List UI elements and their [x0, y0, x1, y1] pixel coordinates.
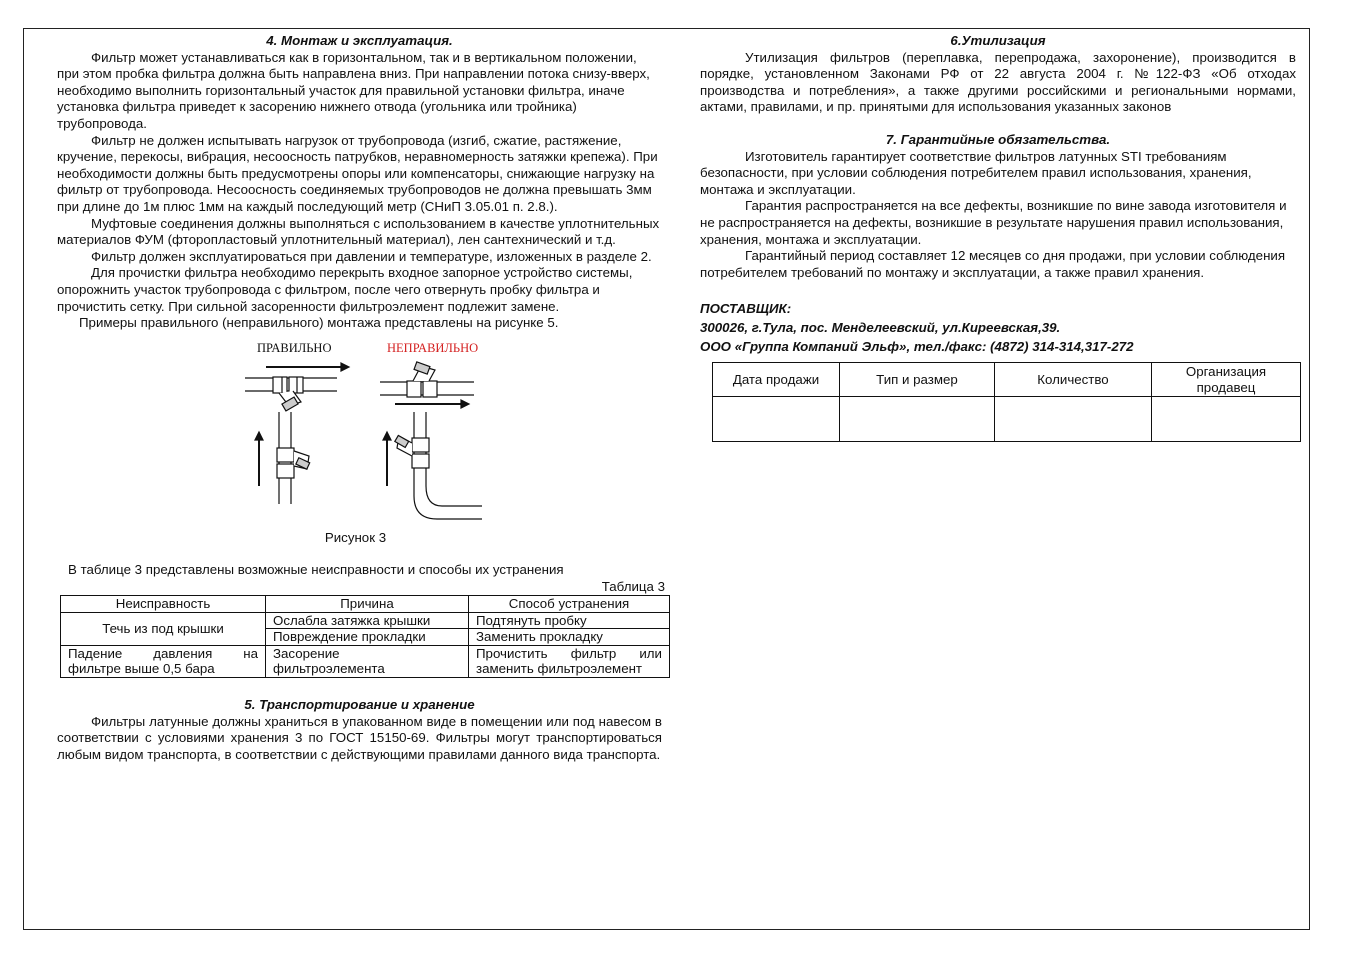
table-header: Способ устранения: [469, 596, 670, 613]
table-row: [61, 612, 670, 629]
section-7-heading: 7. Гарантийные обязательства.: [885, 131, 1111, 147]
s5-paragraph: Фильтры латунные должны храниться в упакованном виде в помещении или под навесом в соответствии с условиями хранения 3 по ГОСТ 15150-69. Фильтры могут транспортироваться любым видом транспорта, в соответствии с действующими правилами данного вида транспорта.: [57, 713, 662, 762]
table-cell[interactable]: [995, 397, 1152, 442]
section-4-heading: 4. Монтаж и эксплуатация.: [266, 33, 453, 48]
s7-paragraph-3: Гарантийный период составляет 12 месяцев со дня продажи, при условии соблюдения потребителем требований по монтажу и эксплуатации, а также правил хранения.: [700, 248, 1286, 280]
table-header: Неисправность: [61, 596, 266, 613]
table-cell: Течь из под крышки: [61, 612, 266, 645]
table3-intro: В таблице 3 представлены возможные неисправности и способы их устранения: [68, 562, 564, 578]
table-header: Причина: [266, 596, 469, 613]
section-6-heading: 6.Утилизация: [950, 33, 1046, 48]
table-row: [713, 397, 1301, 442]
s7-paragraph-2: Гарантия распространяется на все дефекты, возникшие по вине завода изготовителя и не распространяется на дефекты, возникшие в результате нарушения правил использования, хранения, монтажа и эксплуатации.: [700, 198, 1287, 247]
s7-paragraph-1: Изготовитель гарантирует соответствие фильтров латунных STI требованиям безопасности, при условии соблюдения потребителем правил использования, хранения, монтажа и эксплуатации.: [700, 148, 1252, 197]
table-cell: Ослабла затяжка крышки: [266, 612, 469, 629]
table-cell[interactable]: [840, 397, 995, 442]
supplier-company: ООО «Группа Компаний Эльф», тел./факс: (4872) 314-314,317-272: [700, 339, 1134, 355]
installation-diagram: [57, 336, 662, 540]
s4-paragraph-3: Муфтовые соединения должны выполняться с использованием в качестве уплотнительных материалов ФУМ (фторопластовый уплотнительный материал), лен сантехнический и т.д.: [57, 215, 660, 248]
table-cell: Заменить прокладку: [469, 629, 670, 646]
section-5-heading: 5. Транспортирование и хранение: [244, 696, 475, 712]
table-header: Количество: [995, 363, 1152, 397]
wrong-horizontal-install: [380, 362, 474, 408]
table-cell[interactable]: [713, 397, 840, 442]
table-header: Тип и размер: [840, 363, 995, 397]
supplier-address: 300026, г.Тула, пос. Менделеевский, ул.Киреевская,39.: [700, 320, 1061, 336]
correct-vertical-install: [255, 412, 310, 504]
supplier-label: ПОСТАВЩИК:: [700, 301, 792, 317]
s4-paragraph-1: Фильтр может устанавливаться как в горизонтальном, так и в вертикальном положении, при этом пробка фильтра должна быть направлена вниз. При направлении потока снизу-вверх, необходимо выполнить горизонтальный участок для правильной установки фильтра, иначе установка фильтра приведет к засорению нижнего отвода (угольника или тройника) трубопровода.: [57, 49, 650, 131]
table-header: Дата продажи: [713, 363, 840, 397]
figure-label-correct: ПРАВИЛЬНО: [257, 340, 332, 355]
table-cell: Повреждение прокладки: [266, 629, 469, 646]
figure-label-wrong: НЕПРАВИЛЬНО: [387, 340, 479, 355]
cell-line: Падение давления на: [68, 645, 258, 661]
table-header-row: [61, 596, 670, 613]
s4-paragraph-5: Для прочистки фильтра необходимо перекрыть входное запорное устройство системы, опорожнить участок трубопровода с фильтром, после чего отвернуть пробку фильтра и прочистить сетку. При сильной засоренности фильтроэлемент подлежит замене.: [57, 265, 633, 314]
right-column: [700, 33, 1296, 442]
cell-line: фильтроэлемента: [273, 661, 385, 677]
examples-line: Примеры правильного (неправильного) монтажа представлены на рисунке 5.: [79, 315, 559, 331]
cell-line: заменить фильтроэлемент: [476, 661, 643, 677]
fault-table: [60, 595, 670, 678]
figure-caption: Рисунок 3: [324, 529, 387, 545]
table-cell: [469, 645, 670, 677]
wrong-vertical-install: [383, 412, 482, 519]
cell-line: Прочистить фильтр или: [476, 645, 662, 661]
cell-line: Засорение: [273, 645, 340, 661]
supplier-block: [700, 299, 1296, 356]
table-cell: Подтянуть пробку: [469, 612, 670, 629]
sale-table: [712, 362, 1301, 442]
cell-line: фильтре выше 0,5 бара: [68, 661, 215, 677]
table-cell[interactable]: [1152, 397, 1301, 442]
s4-paragraph-2: Фильтр не должен испытывать нагрузок от трубопровода (изгиб, сжатие, растяжение, кручение, перекосы, вибрация, несоосность патрубков, неравномерность затяжки крепежа). При необходимости должны быть предусмотрены опоры или компенсаторы, снижающие нагрузку на фильтр от трубопровода. Несоосность соединяемых трубопроводов не должна превышать 3мм при длине до 1м плюс 1мм на каждый последующий метр (СНиП 3.05.01 п. 2.8.).: [57, 132, 658, 214]
left-column: [57, 33, 665, 763]
table3-label: Таблица 3: [601, 578, 665, 594]
s4-paragraph-4: Фильтр должен эксплуатироваться при давлении и температуре, изложенных в разделе 2.: [91, 248, 652, 264]
table-header: Организация продавец: [1152, 363, 1301, 397]
table-cell: [61, 645, 266, 677]
table-cell: [266, 645, 469, 677]
installation-figure: [57, 336, 662, 540]
correct-horizontal-install: [245, 363, 349, 411]
table-header-row: [713, 363, 1301, 397]
s6-paragraph: Утилизация фильтров (переплавка, перепродажа, захоронение), производится в порядке, установленном Законами РФ от 22 августа 2004 г. №122-ФЗ «Об отходах производства и потребления», а также другими российскими и региональными нормами, актами, правилами, и пр. принятыми для использования указанных законов: [700, 49, 1296, 115]
table-row: [61, 645, 670, 677]
